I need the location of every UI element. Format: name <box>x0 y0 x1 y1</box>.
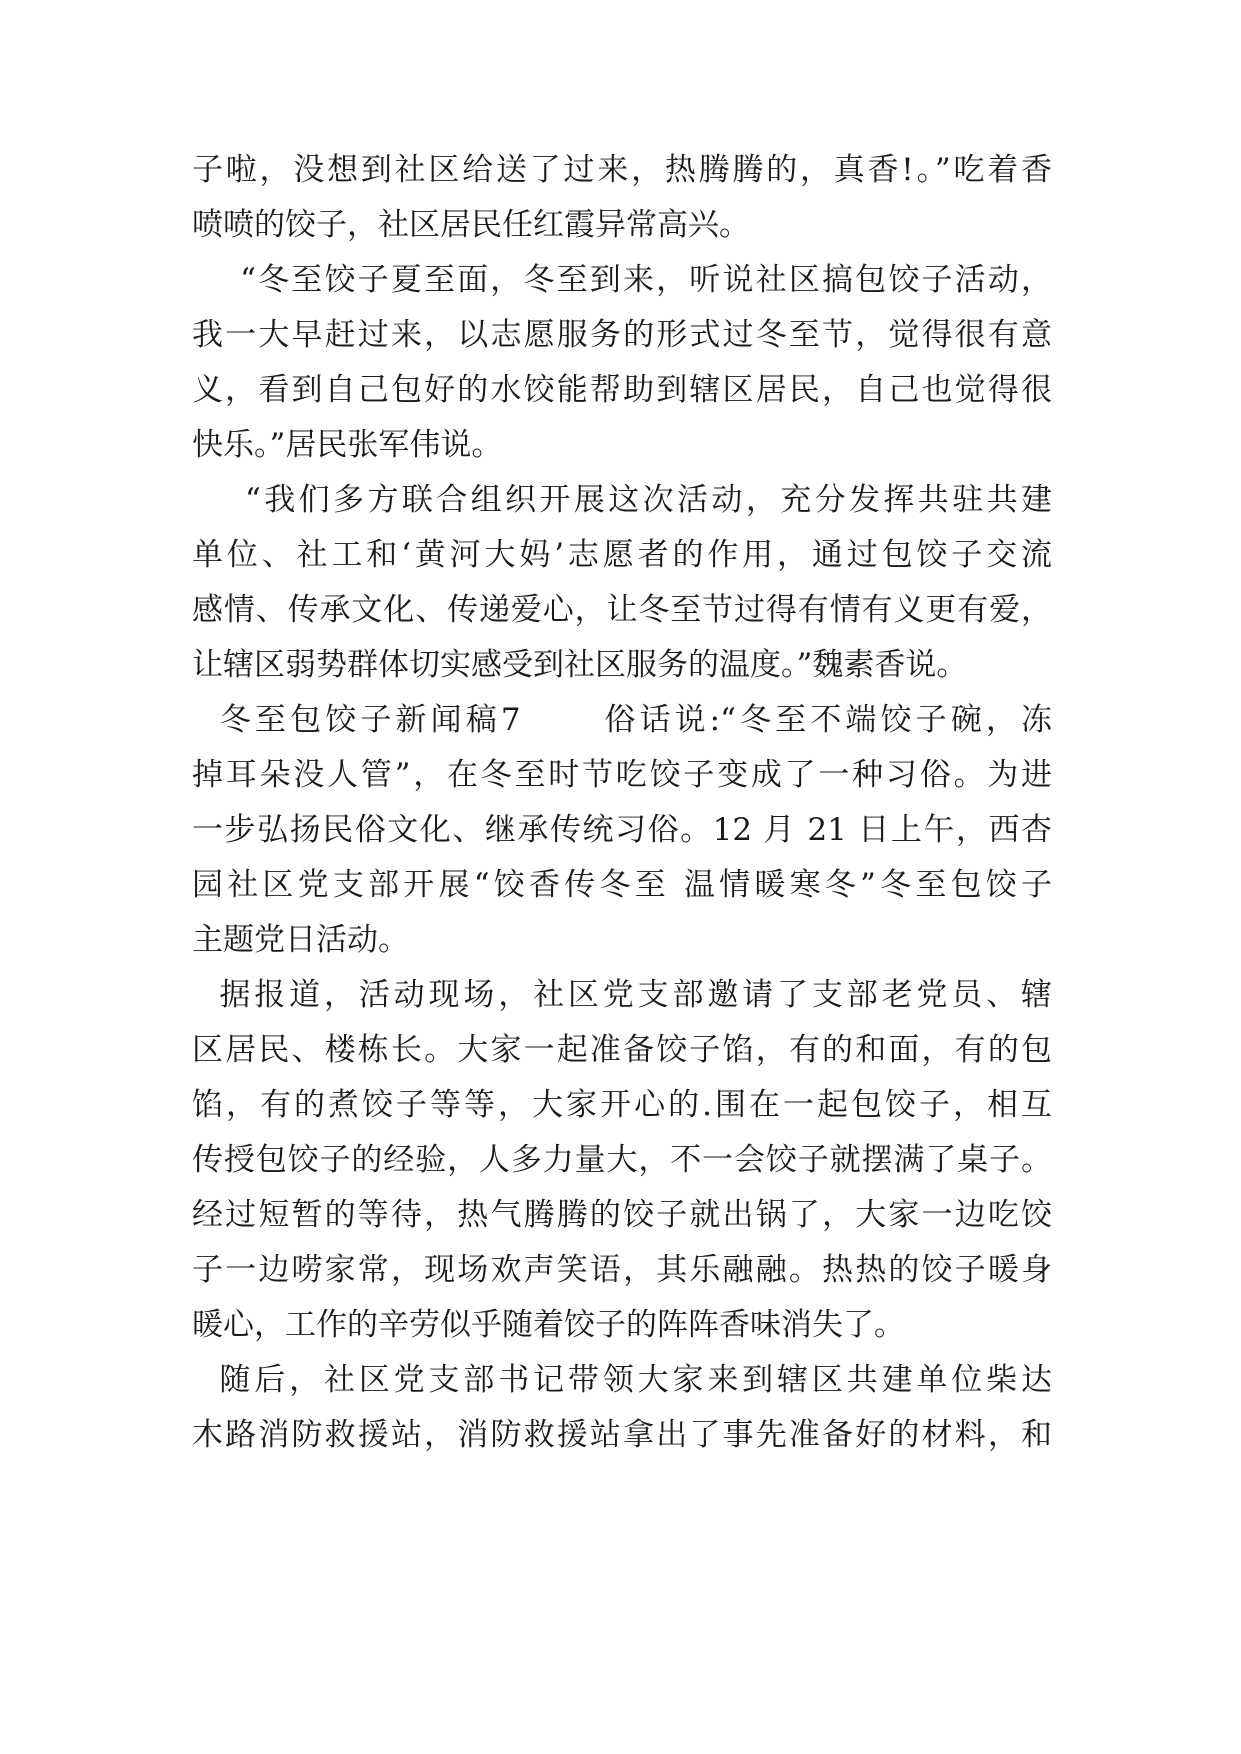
text-line: 暖心，工作的辛劳似乎随着饺子的阵阵香味消失了。 <box>192 1307 905 1343</box>
text-line: 子啦，没想到社区给送了过来，热腾腾的，真香!。”吃着香 <box>192 152 1052 188</box>
text-line: “我们多方联合组织开展这次活动，充分发挥共驻共建 <box>192 482 1052 518</box>
text-line: “冬至饺子夏至面，冬至到来，听说社区搞包饺子活动， <box>192 262 1052 298</box>
text-line: 喷喷的饺子，社区居民任红霞异常高兴。 <box>192 207 750 243</box>
text-line: 经过短暂的等待，热气腾腾的饺子就出锅了，大家一边吃饺 <box>192 1197 1052 1233</box>
article-body <box>192 144 1052 1464</box>
text-line: 让辖区弱势群体切实感受到社区服务的温度。”魏素香说。 <box>192 647 968 683</box>
text-line: 随后，社区党支部书记带领大家来到辖区共建单位柴达 <box>192 1362 1052 1398</box>
text-line: 单位、社工和‘黄河大妈’志愿者的作用，通过包饺子交流 <box>192 537 1052 573</box>
text-line: 冬至包饺子新闻稿7 俗话说:“冬至不端饺子碗，冻 <box>192 702 1052 738</box>
text-line: 子一边唠家常，现场欢声笑语，其乐融融。热热的饺子暖身 <box>192 1252 1052 1288</box>
text-line: 传授包饺子的经验，人多力量大，不一会饺子就摆满了桌子。 <box>192 1142 1052 1178</box>
text-line: 区居民、楼栋长。大家一起准备饺子馅，有的和面，有的包 <box>192 1032 1052 1068</box>
text-line: 园社区党支部开展“饺香传冬至 温情暖寒冬”冬至包饺子 <box>192 867 1052 903</box>
text-line: 主题党日活动。 <box>192 922 409 958</box>
text-line: 快乐。”居民张军伟说。 <box>192 427 503 463</box>
text-line: 木路消防救援站，消防救援站拿出了事先准备好的材料，和 <box>192 1417 1052 1453</box>
text-line: 感情、传承文化、传递爱心，让冬至节过得有情有义更有爱， <box>192 592 1052 628</box>
text-line: 据报道，活动现场，社区党支部邀请了支部老党员、辖 <box>192 977 1052 1013</box>
text-line: 义，看到自己包好的水饺能帮助到辖区居民，自己也觉得很 <box>192 372 1052 408</box>
text-line: 我一大早赶过来，以志愿服务的形式过冬至节，觉得很有意 <box>192 317 1052 353</box>
text-line: 馅，有的煮饺子等等，大家开心的.围在一起包饺子，相互 <box>192 1087 1052 1123</box>
text-line: 掉耳朵没人管”，在冬至时节吃饺子变成了一种习俗。为进 <box>192 757 1052 793</box>
text-line: 一步弘扬民俗文化、继承传统习俗。12 月 21 日上午，西杏 <box>192 812 1052 848</box>
